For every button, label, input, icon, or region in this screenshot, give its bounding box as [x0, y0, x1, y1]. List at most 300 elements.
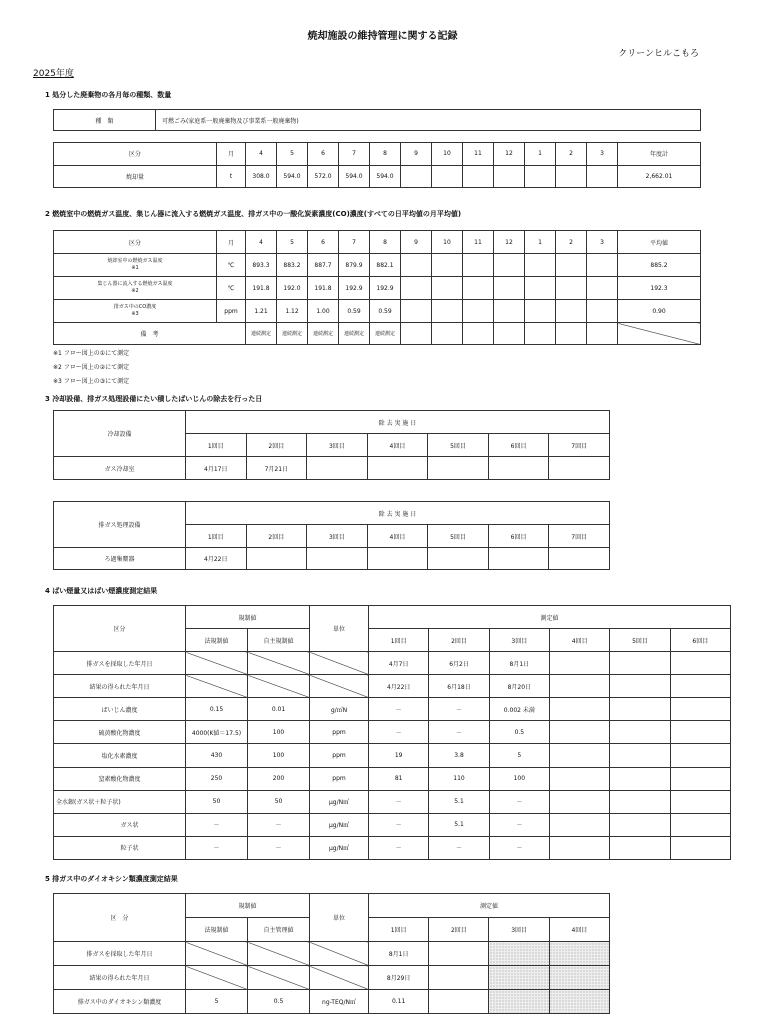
value-cell: －	[489, 790, 549, 813]
value-cell	[525, 165, 556, 188]
time-header: 2回目	[246, 434, 307, 457]
remark-cell	[525, 323, 556, 345]
diagonal-cell	[248, 675, 310, 698]
value-cell	[401, 254, 432, 277]
month-header: 9	[401, 143, 432, 166]
value-cell	[432, 254, 463, 277]
diagonal-cell	[310, 675, 369, 698]
value-cell: －	[369, 813, 429, 836]
date-cell	[367, 457, 428, 480]
month-header: 4	[246, 143, 277, 166]
value-cell	[494, 300, 525, 323]
remark-cell: 連続測定	[308, 323, 339, 345]
row-unit: ℃	[217, 277, 246, 300]
note-2: ※2 フロー図上の②にて測定	[53, 364, 130, 371]
col-kubun: 区 分	[54, 894, 186, 942]
avg-cell: 0.90	[618, 300, 701, 323]
row-label: 集じん器に流入する燃焼ガス温度	[97, 281, 173, 287]
legal-cell: 4000(K値＝17.5)	[186, 721, 248, 744]
note-1: ※1 フロー図上の①にて測定	[53, 350, 130, 357]
treatment-dust-table	[53, 501, 610, 570]
month-header: 2	[556, 231, 587, 254]
month-header: 3	[587, 231, 618, 254]
row-label: 窒素酸化物濃度	[54, 767, 186, 790]
value-cell	[429, 990, 489, 1014]
treatment-label: 排ガス処理設備	[54, 502, 186, 548]
date-cell	[488, 548, 549, 570]
value-cell	[463, 165, 494, 188]
time-header: 1回目	[186, 434, 247, 457]
value-cell: 5	[489, 744, 549, 767]
kind-value: 可燃ごみ(家庭系一般廃棄物及び事業系一般廃棄物)	[156, 110, 701, 131]
legal-cell: －	[186, 813, 248, 836]
value-cell: 0.59	[339, 300, 370, 323]
value-cell: 19	[369, 744, 429, 767]
month-header: 10	[432, 231, 463, 254]
value-cell: 879.9	[339, 254, 370, 277]
value-cell	[670, 790, 730, 813]
value-cell: 110	[429, 767, 489, 790]
value-cell: －	[369, 790, 429, 813]
waste-type-table	[53, 109, 701, 131]
remark-cell: 連続測定	[246, 323, 277, 345]
value-cell	[587, 254, 618, 277]
col-month: 月	[217, 143, 246, 166]
section1-heading: 1 処分した廃棄物の各月毎の種類、数量	[45, 91, 172, 99]
time-header: 2回目	[246, 525, 307, 548]
value-cell	[550, 675, 610, 698]
month-header: 3	[587, 143, 618, 166]
time-header: 3回目	[307, 525, 368, 548]
unit-cell: ppm	[310, 767, 369, 790]
month-header: 12	[494, 143, 525, 166]
value-cell	[550, 652, 610, 675]
page-title: 焼却施設の維持管理に関する記録	[307, 31, 458, 42]
value-cell: 572.0	[308, 165, 339, 188]
date-cell	[488, 457, 549, 480]
value-cell	[401, 277, 432, 300]
self-cell: 0.01	[248, 698, 310, 721]
date-cell	[307, 548, 368, 570]
time-header: 1回目	[369, 918, 429, 942]
legal-cell: 0.15	[186, 698, 248, 721]
month-header: 1	[525, 143, 556, 166]
date-cell	[549, 457, 610, 480]
value-cell	[587, 277, 618, 300]
value-cell	[610, 698, 670, 721]
legal-cell: 250	[186, 767, 248, 790]
avg-cell: 885.2	[618, 254, 701, 277]
time-header: 4回目	[550, 629, 610, 652]
month-header: 8	[370, 143, 401, 166]
value-cell: 594.0	[277, 165, 308, 188]
value-cell: 81	[369, 767, 429, 790]
value-cell	[463, 277, 494, 300]
remark-cell: 連続測定	[339, 323, 370, 345]
row-label: 塩化水素濃度	[54, 744, 186, 767]
time-header: 4回目	[367, 434, 428, 457]
row-unit: ℃	[217, 254, 246, 277]
value-cell: 1.12	[277, 300, 308, 323]
value-cell: 8月20日	[489, 675, 549, 698]
value-cell: －	[489, 813, 549, 836]
value-cell	[550, 790, 610, 813]
col-self: 自主管理値	[248, 918, 310, 942]
value-cell	[463, 254, 494, 277]
col-kubun: 区分	[54, 231, 217, 254]
row-label-cell	[54, 277, 217, 300]
diagonal-cell	[248, 966, 310, 990]
diagonal-cell	[186, 652, 248, 675]
month-header: 1	[525, 231, 556, 254]
value-cell	[610, 744, 670, 767]
treatment-item: ろ過集塵器	[54, 548, 186, 570]
row-label: 粒子状	[54, 836, 186, 859]
legal-cell: 5	[186, 990, 248, 1014]
row-label: 排ガスを採取した年月日	[54, 652, 186, 675]
month-header: 10	[432, 143, 463, 166]
time-header: 6回目	[670, 629, 730, 652]
row-label: 焼却室中の燃焼ガス温度	[107, 258, 163, 264]
value-cell: 0.5	[489, 721, 549, 744]
diagonal-cell	[248, 652, 310, 675]
col-avg: 平均値	[618, 231, 701, 254]
hatched-cell	[489, 966, 549, 990]
value-cell: 308.0	[246, 165, 277, 188]
row-label: 結果の得られた年月日	[54, 966, 186, 990]
month-header: 7	[339, 231, 370, 254]
row-note: ※1	[131, 265, 139, 271]
hatched-cell	[489, 990, 549, 1014]
value-cell	[670, 675, 730, 698]
value-cell	[670, 767, 730, 790]
value-cell: －	[369, 721, 429, 744]
value-cell: 8月1日	[489, 652, 549, 675]
row-label: 全水銀(ガス状＋粒子状)	[54, 790, 186, 813]
unit-cell: ppm	[310, 744, 369, 767]
unit-cell: μg/N㎥	[310, 790, 369, 813]
value-cell: 1.00	[308, 300, 339, 323]
row-note: ※2	[131, 288, 139, 294]
value-cell	[556, 165, 587, 188]
row-label: ガス状	[54, 813, 186, 836]
value-cell: 3.8	[429, 744, 489, 767]
time-header: 3回目	[489, 629, 549, 652]
value-cell: －	[489, 836, 549, 859]
month-header: 5	[277, 231, 308, 254]
col-legal: 法規制値	[186, 629, 248, 652]
row-label: 排ガス中のCO濃度	[113, 304, 157, 310]
unit-cell: μg/N㎥	[310, 813, 369, 836]
incineration-table	[53, 142, 701, 188]
month-header: 2	[556, 143, 587, 166]
unit-cell: μg/N㎥	[310, 836, 369, 859]
remark-cell	[587, 323, 618, 345]
value-cell	[432, 165, 463, 188]
date-cell	[307, 457, 368, 480]
self-cell: 100	[248, 744, 310, 767]
value-cell: 0.59	[370, 300, 401, 323]
time-header: 1回目	[186, 525, 247, 548]
col-meas: 測定値	[369, 606, 731, 629]
value-cell	[494, 277, 525, 300]
legal-cell: 430	[186, 744, 248, 767]
value-cell	[556, 277, 587, 300]
col-legal: 法規制値	[186, 918, 248, 942]
value-cell	[670, 652, 730, 675]
value-cell: 4月7日	[369, 652, 429, 675]
value-cell	[494, 165, 525, 188]
value-cell	[525, 300, 556, 323]
value-cell	[610, 836, 670, 859]
section4-heading: 4 ばい煙量又はばい煙濃度測定結果	[45, 587, 158, 595]
remark-cell: 連続測定	[370, 323, 401, 345]
time-header: 4回目	[367, 525, 428, 548]
value-cell: －	[369, 836, 429, 859]
cooling-label: 冷却設備	[54, 411, 186, 457]
diagonal-cell	[186, 966, 248, 990]
row-label-cell	[54, 254, 217, 277]
value-cell: 192.9	[370, 277, 401, 300]
value-cell: 6月2日	[429, 652, 489, 675]
unit-cell: g/㎥N	[310, 698, 369, 721]
value-cell	[670, 721, 730, 744]
kind-label: 種 類	[54, 110, 156, 131]
row-label: ばいじん濃度	[54, 698, 186, 721]
unit-cell: ppm	[310, 721, 369, 744]
value-cell	[525, 277, 556, 300]
section2-heading: 2 燃焼室中の燃焼ガス温度、集じん器に流入する燃焼ガス温度、排ガス中の一酸化炭素濃度(CO)濃度(すべての日平均値の月平均値)	[45, 210, 462, 218]
value-cell: 4月22日	[369, 675, 429, 698]
value-cell	[429, 942, 489, 966]
value-cell	[550, 767, 610, 790]
month-header: 4	[246, 231, 277, 254]
value-cell: 594.0	[370, 165, 401, 188]
legal-cell: －	[186, 836, 248, 859]
value-cell	[463, 300, 494, 323]
self-cell: －	[248, 813, 310, 836]
col-meas: 測定値	[369, 894, 610, 918]
value-cell	[550, 721, 610, 744]
value-cell: 883.2	[277, 254, 308, 277]
hatched-cell	[549, 990, 609, 1014]
time-header: 2回目	[429, 629, 489, 652]
time-header: 6回目	[488, 434, 549, 457]
col-kubun: 区分	[54, 143, 217, 166]
fiscal-year: 2025年度	[33, 69, 74, 79]
time-header: 4回目	[549, 918, 609, 942]
legal-cell: 50	[186, 790, 248, 813]
col-reg: 規制値	[186, 606, 310, 629]
value-cell	[670, 836, 730, 859]
unit-cell: ng-TEQ/N㎥	[310, 990, 369, 1014]
month-header: 8	[370, 231, 401, 254]
row-label: 結果の得られた年月日	[54, 675, 186, 698]
value-cell	[401, 300, 432, 323]
value-cell: 0.002 未満	[489, 698, 549, 721]
month-header: 5	[277, 143, 308, 166]
value-cell	[587, 165, 618, 188]
value-cell	[610, 813, 670, 836]
gas-temperature-table	[53, 230, 701, 345]
value-cell	[556, 254, 587, 277]
value-cell: 5.1	[429, 813, 489, 836]
value-cell: 192.9	[339, 277, 370, 300]
value-cell	[670, 698, 730, 721]
cooling-dust-table	[53, 410, 610, 480]
section3-heading: 3 冷却設備、排ガス処理設備にたい積したばいじんの除去を行った日	[45, 395, 263, 403]
value-cell: 8月29日	[369, 966, 429, 990]
date-cell	[428, 548, 489, 570]
value-cell	[525, 254, 556, 277]
self-cell: 200	[248, 767, 310, 790]
date-cell: 4月17日	[186, 457, 247, 480]
remark-cell	[401, 323, 432, 345]
time-header: 6回目	[488, 525, 549, 548]
value-cell: 5.1	[429, 790, 489, 813]
time-header: 7回目	[549, 525, 610, 548]
hatched-cell	[549, 966, 609, 990]
value-cell: －	[369, 698, 429, 721]
removal-header: 除 去 実 施 日	[186, 411, 610, 434]
time-header: 5回目	[428, 434, 489, 457]
row-unit: t	[217, 165, 246, 188]
avg-cell: 192.3	[618, 277, 701, 300]
remark-cell	[494, 323, 525, 345]
month-header: 9	[401, 231, 432, 254]
value-cell	[670, 813, 730, 836]
col-unit: 単位	[310, 606, 369, 652]
date-cell: 4月22日	[186, 548, 247, 570]
date-cell	[428, 457, 489, 480]
value-cell	[432, 300, 463, 323]
date-cell: 7月21日	[246, 457, 307, 480]
value-cell: －	[429, 721, 489, 744]
removal-header: 除 去 実 施 日	[186, 502, 610, 525]
value-cell: 1.21	[246, 300, 277, 323]
time-header: 5回目	[428, 525, 489, 548]
diagonal-cell	[186, 675, 248, 698]
value-cell: 191.8	[246, 277, 277, 300]
month-header: 11	[463, 143, 494, 166]
section5-heading: 5 排ガス中のダイオキシン類濃度測定結果	[45, 875, 178, 883]
value-cell	[401, 165, 432, 188]
value-cell	[550, 813, 610, 836]
self-cell: 0.5	[248, 990, 310, 1014]
remark-cell	[463, 323, 494, 345]
col-month: 月	[217, 231, 246, 254]
value-cell: 893.3	[246, 254, 277, 277]
value-cell: 887.7	[308, 254, 339, 277]
value-cell	[610, 790, 670, 813]
diagonal-cell	[248, 942, 310, 966]
col-self: 自主規制値	[248, 629, 310, 652]
value-cell: －	[429, 836, 489, 859]
self-cell: －	[248, 836, 310, 859]
diagonal-cell	[310, 652, 369, 675]
month-header: 11	[463, 231, 494, 254]
remark-cell	[556, 323, 587, 345]
value-cell	[550, 836, 610, 859]
diagonal-cell	[186, 942, 248, 966]
month-header: 12	[494, 231, 525, 254]
time-header: 7回目	[549, 434, 610, 457]
date-cell	[549, 548, 610, 570]
hatched-cell	[549, 942, 609, 966]
value-cell: 6月18日	[429, 675, 489, 698]
value-cell: 192.0	[277, 277, 308, 300]
value-cell	[610, 675, 670, 698]
remark-cell: 連続測定	[277, 323, 308, 345]
value-cell	[550, 698, 610, 721]
cooling-item: ガス冷却室	[54, 457, 186, 480]
time-header: 3回目	[489, 918, 549, 942]
smoke-measurement-table	[53, 605, 731, 860]
dioxin-table	[53, 893, 610, 1014]
row-unit: ppm	[217, 300, 246, 323]
col-total: 年度計	[618, 143, 701, 166]
value-cell	[610, 767, 670, 790]
month-header: 6	[308, 143, 339, 166]
value-cell: 8月1日	[369, 942, 429, 966]
self-cell: 100	[248, 721, 310, 744]
value-cell	[432, 277, 463, 300]
row-label: 排ガス中のダイオキシン類濃度	[54, 990, 186, 1014]
date-cell	[367, 548, 428, 570]
time-header: 3回目	[307, 434, 368, 457]
col-reg: 規制値	[186, 894, 310, 918]
time-header: 2回目	[429, 918, 489, 942]
note-3: ※3 フロー図上の③にて測定	[53, 378, 130, 385]
date-cell	[246, 548, 307, 570]
remark-label: 備 考	[54, 323, 246, 345]
diagonal-cell	[618, 323, 701, 345]
value-cell: 594.0	[339, 165, 370, 188]
value-cell	[610, 721, 670, 744]
value-cell: 191.8	[308, 277, 339, 300]
value-cell: 882.1	[370, 254, 401, 277]
remark-cell	[432, 323, 463, 345]
row-label-cell	[54, 300, 217, 323]
value-cell: 100	[489, 767, 549, 790]
diagonal-cell	[310, 966, 369, 990]
organization-name: クリーンヒルこもろ	[618, 49, 699, 59]
time-header: 1回目	[369, 629, 429, 652]
value-cell	[610, 652, 670, 675]
total-cell: 2,662.01	[618, 165, 701, 188]
row-label: 排ガスを採取した年月日	[54, 942, 186, 966]
row-label: 焼却量	[54, 165, 217, 188]
value-cell: －	[429, 698, 489, 721]
row-note: ※3	[131, 311, 139, 317]
value-cell	[494, 254, 525, 277]
value-cell	[670, 744, 730, 767]
col-kubun: 区分	[54, 606, 186, 652]
month-header: 7	[339, 143, 370, 166]
value-cell	[587, 300, 618, 323]
row-label: 硫黄酸化物濃度	[54, 721, 186, 744]
value-cell: 0.11	[369, 990, 429, 1014]
hatched-cell	[489, 942, 549, 966]
value-cell	[429, 966, 489, 990]
diagonal-cell	[310, 942, 369, 966]
time-header: 5回目	[610, 629, 670, 652]
value-cell	[556, 300, 587, 323]
value-cell	[550, 744, 610, 767]
col-unit: 単位	[310, 894, 369, 942]
month-header: 6	[308, 231, 339, 254]
self-cell: 50	[248, 790, 310, 813]
